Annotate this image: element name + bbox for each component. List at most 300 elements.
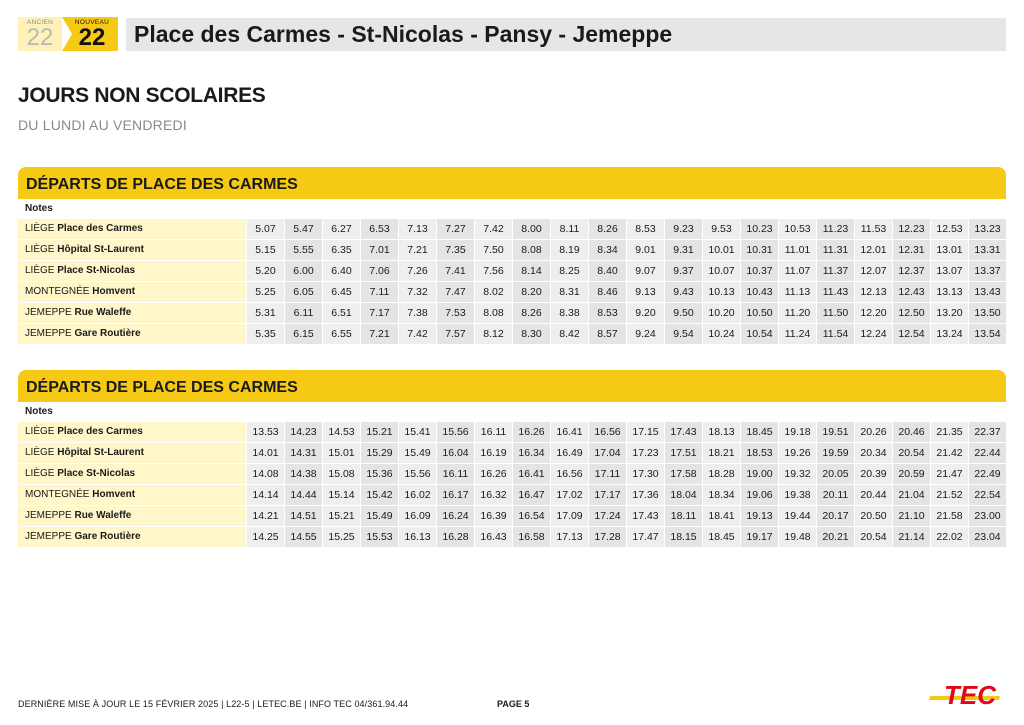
departure-time-cell: 11.01 bbox=[778, 240, 816, 261]
departure-time-cell: 11.43 bbox=[816, 282, 854, 303]
departure-time-cell: 14.08 bbox=[246, 464, 284, 485]
departure-time-cell: 15.08 bbox=[322, 464, 360, 485]
departure-time-cell: 17.13 bbox=[550, 527, 588, 548]
tec-logo bbox=[926, 677, 1008, 713]
departure-time-cell: 15.21 bbox=[322, 506, 360, 527]
departure-time-cell: 13.24 bbox=[930, 324, 968, 345]
departure-time-cell: 16.56 bbox=[550, 464, 588, 485]
departure-time-cell: 8.40 bbox=[588, 261, 626, 282]
departure-time-cell: 7.13 bbox=[398, 219, 436, 240]
stop-city: LIÈGE bbox=[25, 223, 55, 234]
departure-time-cell: 6.00 bbox=[284, 261, 322, 282]
departure-time-cell: 14.31 bbox=[284, 443, 322, 464]
stop-name-cell bbox=[18, 527, 246, 548]
stop-name-cell bbox=[18, 443, 246, 464]
stop-city: JEMEPPE bbox=[25, 510, 72, 521]
departure-time-cell: 11.24 bbox=[778, 324, 816, 345]
departure-time-cell: 13.13 bbox=[930, 282, 968, 303]
departure-time-cell: 12.37 bbox=[892, 261, 930, 282]
departure-time-cell: 22.44 bbox=[968, 443, 1006, 464]
table-row bbox=[18, 485, 1006, 506]
departure-time-cell: 12.23 bbox=[892, 219, 930, 240]
departure-time-cell: 19.06 bbox=[740, 485, 778, 506]
departure-time-cell: 10.20 bbox=[702, 303, 740, 324]
departure-time-cell: 19.59 bbox=[816, 443, 854, 464]
departure-time-cell: 18.53 bbox=[740, 443, 778, 464]
departure-time-cell: 15.49 bbox=[398, 443, 436, 464]
departure-time-cell: 19.26 bbox=[778, 443, 816, 464]
departure-time-cell: 8.31 bbox=[550, 282, 588, 303]
departure-time-cell: 20.21 bbox=[816, 527, 854, 548]
departure-time-cell: 19.32 bbox=[778, 464, 816, 485]
old-line-label: ANCIEN bbox=[26, 19, 54, 26]
departure-time-cell: 7.57 bbox=[436, 324, 474, 345]
departure-time-cell: 17.24 bbox=[588, 506, 626, 527]
departure-time-cell: 10.53 bbox=[778, 219, 816, 240]
departure-time-cell: 12.24 bbox=[854, 324, 892, 345]
departure-time-cell: 17.23 bbox=[626, 443, 664, 464]
departure-time-cell: 7.06 bbox=[360, 261, 398, 282]
new-line-label: NOUVEAU bbox=[74, 19, 110, 26]
table-row bbox=[18, 464, 1006, 485]
departure-time-cell: 8.20 bbox=[512, 282, 550, 303]
departure-time-cell: 15.56 bbox=[398, 464, 436, 485]
departure-time-cell: 8.26 bbox=[588, 219, 626, 240]
departure-time-cell: 10.50 bbox=[740, 303, 778, 324]
departure-time-cell: 10.43 bbox=[740, 282, 778, 303]
stop-name-cell bbox=[18, 506, 246, 527]
departure-time-cell: 8.08 bbox=[474, 303, 512, 324]
departure-time-cell: 14.51 bbox=[284, 506, 322, 527]
stop-name-cell bbox=[18, 485, 246, 506]
departure-time-cell: 10.37 bbox=[740, 261, 778, 282]
departure-time-cell: 12.53 bbox=[930, 219, 968, 240]
departure-time-cell: 10.07 bbox=[702, 261, 740, 282]
stop-name: Place des Carmes bbox=[57, 426, 143, 437]
departure-time-cell: 16.28 bbox=[436, 527, 474, 548]
departure-time-cell: 12.54 bbox=[892, 324, 930, 345]
departure-time-cell: 9.37 bbox=[664, 261, 702, 282]
departure-time-cell: 16.39 bbox=[474, 506, 512, 527]
departure-time-cell: 8.25 bbox=[550, 261, 588, 282]
departure-time-cell: 7.26 bbox=[398, 261, 436, 282]
stop-name: Hôpital St-Laurent bbox=[57, 244, 144, 255]
section-subheading: DU LUNDI AU VENDREDI bbox=[18, 117, 187, 133]
departure-time-cell: 19.13 bbox=[740, 506, 778, 527]
departure-time-cell: 9.07 bbox=[626, 261, 664, 282]
departure-time-cell: 15.01 bbox=[322, 443, 360, 464]
departure-time-cell: 16.56 bbox=[588, 422, 626, 443]
departure-time-cell: 12.50 bbox=[892, 303, 930, 324]
departure-time-cell: 14.21 bbox=[246, 506, 284, 527]
departure-time-cell: 16.43 bbox=[474, 527, 512, 548]
departure-time-cell: 17.43 bbox=[664, 422, 702, 443]
stop-name: Gare Routière bbox=[74, 328, 141, 339]
departure-time-cell: 7.32 bbox=[398, 282, 436, 303]
departure-time-cell: 17.43 bbox=[626, 506, 664, 527]
stop-city: LIÈGE bbox=[25, 447, 55, 458]
departure-time-cell: 8.14 bbox=[512, 261, 550, 282]
departure-time-cell: 5.07 bbox=[246, 219, 284, 240]
new-line-number: 22 bbox=[78, 24, 106, 51]
stop-name: Rue Waleffe bbox=[74, 510, 132, 521]
departure-time-cell: 5.31 bbox=[246, 303, 284, 324]
stop-name: Place St-Nicolas bbox=[57, 468, 136, 479]
departure-time-cell: 7.53 bbox=[436, 303, 474, 324]
departure-time-cell: 17.15 bbox=[626, 422, 664, 443]
stop-name-cell bbox=[18, 422, 246, 443]
departure-time-cell: 9.13 bbox=[626, 282, 664, 303]
notes-label: Notes bbox=[25, 406, 53, 417]
departure-time-cell: 16.49 bbox=[550, 443, 588, 464]
stop-name-cell bbox=[18, 464, 246, 485]
table-row bbox=[18, 303, 1006, 324]
timetable-title: DÉPARTS DE PLACE DES CARMES bbox=[18, 370, 1006, 402]
departure-time-cell: 15.42 bbox=[360, 485, 398, 506]
departure-time-cell: 20.34 bbox=[854, 443, 892, 464]
departure-time-cell: 17.09 bbox=[550, 506, 588, 527]
departure-time-cell: 8.30 bbox=[512, 324, 550, 345]
departure-time-cell: 20.54 bbox=[854, 527, 892, 548]
departure-time-cell: 21.14 bbox=[892, 527, 930, 548]
departure-time-cell: 10.01 bbox=[702, 240, 740, 261]
departure-time-cell: 13.23 bbox=[968, 219, 1006, 240]
departure-time-cell: 14.23 bbox=[284, 422, 322, 443]
departure-time-cell: 18.34 bbox=[702, 485, 740, 506]
departure-time-cell: 22.37 bbox=[968, 422, 1006, 443]
old-line-number: 22 bbox=[26, 24, 54, 51]
departure-time-cell: 8.00 bbox=[512, 219, 550, 240]
departure-time-cell: 12.13 bbox=[854, 282, 892, 303]
departure-time-cell: 15.21 bbox=[360, 422, 398, 443]
departure-time-cell: 6.15 bbox=[284, 324, 322, 345]
departure-time-cell: 16.47 bbox=[512, 485, 550, 506]
stop-city: LIÈGE bbox=[25, 265, 55, 276]
departure-time-cell: 16.34 bbox=[512, 443, 550, 464]
departure-time-cell: 14.44 bbox=[284, 485, 322, 506]
departure-time-cell: 15.36 bbox=[360, 464, 398, 485]
stop-name-cell bbox=[18, 240, 246, 261]
departure-time-cell: 11.50 bbox=[816, 303, 854, 324]
departure-time-cell: 21.52 bbox=[930, 485, 968, 506]
departure-time-cell: 19.51 bbox=[816, 422, 854, 443]
stop-name-cell bbox=[18, 282, 246, 303]
departure-time-cell: 9.23 bbox=[664, 219, 702, 240]
stop-city: MONTEGNÉE bbox=[25, 286, 90, 297]
departure-time-cell: 11.20 bbox=[778, 303, 816, 324]
stop-city: JEMEPPE bbox=[25, 307, 72, 318]
timetable-1 bbox=[18, 167, 1006, 345]
departure-time-cell: 20.54 bbox=[892, 443, 930, 464]
departure-time-cell: 15.56 bbox=[436, 422, 474, 443]
departure-time-cell: 18.11 bbox=[664, 506, 702, 527]
departure-time-cell: 16.58 bbox=[512, 527, 550, 548]
table-row bbox=[18, 324, 1006, 345]
stop-name: Gare Routière bbox=[74, 531, 141, 542]
departure-time-cell: 11.53 bbox=[854, 219, 892, 240]
departure-time-cell: 17.04 bbox=[588, 443, 626, 464]
departure-time-cell: 7.01 bbox=[360, 240, 398, 261]
departure-time-cell: 8.53 bbox=[588, 303, 626, 324]
table-row bbox=[18, 443, 1006, 464]
departure-time-cell: 15.53 bbox=[360, 527, 398, 548]
departure-time-cell: 7.35 bbox=[436, 240, 474, 261]
departure-time-cell: 6.40 bbox=[322, 261, 360, 282]
departure-time-cell: 18.41 bbox=[702, 506, 740, 527]
stop-name-cell bbox=[18, 303, 246, 324]
departure-time-cell: 8.57 bbox=[588, 324, 626, 345]
departure-time-cell: 8.11 bbox=[550, 219, 588, 240]
departure-time-cell: 9.54 bbox=[664, 324, 702, 345]
departure-time-cell: 16.11 bbox=[474, 422, 512, 443]
departure-time-cell: 23.04 bbox=[968, 527, 1006, 548]
stop-city: LIÈGE bbox=[25, 426, 55, 437]
departure-time-cell: 7.56 bbox=[474, 261, 512, 282]
departure-time-cell: 23.00 bbox=[968, 506, 1006, 527]
departure-time-cell: 20.05 bbox=[816, 464, 854, 485]
departure-time-cell: 16.41 bbox=[512, 464, 550, 485]
departure-time-cell: 13.31 bbox=[968, 240, 1006, 261]
departure-time-cell: 17.30 bbox=[626, 464, 664, 485]
departure-time-cell: 5.47 bbox=[284, 219, 322, 240]
departure-time-cell: 9.24 bbox=[626, 324, 664, 345]
departure-time-cell: 7.11 bbox=[360, 282, 398, 303]
departure-time-cell: 17.02 bbox=[550, 485, 588, 506]
table-row bbox=[18, 261, 1006, 282]
stop-name: Place St-Nicolas bbox=[57, 265, 136, 276]
departure-time-cell: 21.35 bbox=[930, 422, 968, 443]
departure-time-cell: 20.50 bbox=[854, 506, 892, 527]
departure-time-cell: 6.55 bbox=[322, 324, 360, 345]
departure-time-cell: 6.45 bbox=[322, 282, 360, 303]
departure-time-cell: 13.53 bbox=[246, 422, 284, 443]
departure-time-cell: 6.11 bbox=[284, 303, 322, 324]
departure-time-cell: 6.27 bbox=[322, 219, 360, 240]
logo-text: TEC bbox=[944, 680, 996, 710]
departure-time-cell: 6.35 bbox=[322, 240, 360, 261]
departure-time-cell: 7.27 bbox=[436, 219, 474, 240]
departure-time-cell: 14.01 bbox=[246, 443, 284, 464]
departure-time-cell: 7.21 bbox=[360, 324, 398, 345]
departure-time-cell: 12.07 bbox=[854, 261, 892, 282]
departure-time-cell: 11.37 bbox=[816, 261, 854, 282]
departure-time-cell: 10.31 bbox=[740, 240, 778, 261]
departure-time-cell: 15.25 bbox=[322, 527, 360, 548]
departure-time-cell: 10.54 bbox=[740, 324, 778, 345]
departure-time-cell: 8.53 bbox=[626, 219, 664, 240]
departure-time-cell: 16.19 bbox=[474, 443, 512, 464]
stop-city: JEMEPPE bbox=[25, 531, 72, 542]
departure-time-cell: 8.12 bbox=[474, 324, 512, 345]
departure-time-cell: 11.13 bbox=[778, 282, 816, 303]
table-row bbox=[18, 506, 1006, 527]
departure-time-cell: 12.20 bbox=[854, 303, 892, 324]
departure-time-cell: 16.26 bbox=[512, 422, 550, 443]
departure-time-cell: 17.17 bbox=[588, 485, 626, 506]
departure-time-cell: 7.41 bbox=[436, 261, 474, 282]
departure-time-cell: 10.23 bbox=[740, 219, 778, 240]
departure-time-cell: 7.21 bbox=[398, 240, 436, 261]
stop-city: LIÈGE bbox=[25, 244, 55, 255]
departure-time-cell: 17.11 bbox=[588, 464, 626, 485]
departure-time-cell: 15.29 bbox=[360, 443, 398, 464]
departure-time-cell: 8.19 bbox=[550, 240, 588, 261]
departure-time-cell: 10.13 bbox=[702, 282, 740, 303]
timetable-title: DÉPARTS DE PLACE DES CARMES bbox=[18, 167, 1006, 199]
stop-name: Place des Carmes bbox=[57, 223, 143, 234]
departure-time-cell: 16.54 bbox=[512, 506, 550, 527]
departure-time-cell: 18.28 bbox=[702, 464, 740, 485]
departure-time-cell: 7.38 bbox=[398, 303, 436, 324]
departure-time-cell: 19.18 bbox=[778, 422, 816, 443]
departure-time-cell: 22.02 bbox=[930, 527, 968, 548]
departure-time-cell: 9.50 bbox=[664, 303, 702, 324]
departure-time-cell: 16.26 bbox=[474, 464, 512, 485]
notes-label: Notes bbox=[25, 203, 53, 214]
departure-time-cell: 14.38 bbox=[284, 464, 322, 485]
departure-time-cell: 17.58 bbox=[664, 464, 702, 485]
departure-time-cell: 18.45 bbox=[740, 422, 778, 443]
stop-city: JEMEPPE bbox=[25, 328, 72, 339]
departure-time-cell: 7.42 bbox=[474, 219, 512, 240]
departure-time-cell: 20.44 bbox=[854, 485, 892, 506]
departure-time-cell: 12.01 bbox=[854, 240, 892, 261]
table-row bbox=[18, 282, 1006, 303]
departure-time-cell: 8.26 bbox=[512, 303, 550, 324]
departure-time-cell: 13.20 bbox=[930, 303, 968, 324]
departure-time-cell: 8.02 bbox=[474, 282, 512, 303]
departure-time-cell: 16.41 bbox=[550, 422, 588, 443]
departure-time-cell: 16.32 bbox=[474, 485, 512, 506]
departure-time-cell: 18.04 bbox=[664, 485, 702, 506]
table-row bbox=[18, 422, 1006, 443]
departure-time-cell: 17.28 bbox=[588, 527, 626, 548]
departure-time-cell: 14.25 bbox=[246, 527, 284, 548]
departure-time-cell: 20.11 bbox=[816, 485, 854, 506]
departure-time-cell: 14.55 bbox=[284, 527, 322, 548]
departure-time-cell: 18.15 bbox=[664, 527, 702, 548]
departure-time-cell: 17.47 bbox=[626, 527, 664, 548]
departure-time-cell: 16.11 bbox=[436, 464, 474, 485]
departure-time-cell: 6.05 bbox=[284, 282, 322, 303]
departure-time-cell: 20.17 bbox=[816, 506, 854, 527]
departure-time-cell: 5.15 bbox=[246, 240, 284, 261]
departure-time-cell: 15.49 bbox=[360, 506, 398, 527]
departure-time-cell: 19.44 bbox=[778, 506, 816, 527]
section-heading: JOURS NON SCOLAIRES bbox=[18, 84, 266, 107]
stop-name: Hôpital St-Laurent bbox=[57, 447, 144, 458]
departure-time-cell: 22.54 bbox=[968, 485, 1006, 506]
stop-name-cell bbox=[18, 324, 246, 345]
departure-time-cell: 6.53 bbox=[360, 219, 398, 240]
stop-name: Rue Waleffe bbox=[74, 307, 132, 318]
departure-time-cell: 11.23 bbox=[816, 219, 854, 240]
departure-time-cell: 13.07 bbox=[930, 261, 968, 282]
footer-info: DERNIÈRE MISE À JOUR LE 15 FÉVRIER 2025 | L22-5 | LETEC.BE | INFO TEC 04/361.94.44 bbox=[18, 699, 409, 709]
departure-time-cell: 13.37 bbox=[968, 261, 1006, 282]
departure-time-cell: 21.04 bbox=[892, 485, 930, 506]
departure-time-cell: 22.49 bbox=[968, 464, 1006, 485]
departure-time-cell: 8.34 bbox=[588, 240, 626, 261]
stop-city: MONTEGNÉE bbox=[25, 489, 90, 500]
departure-time-cell: 20.39 bbox=[854, 464, 892, 485]
departure-time-cell: 9.43 bbox=[664, 282, 702, 303]
departure-time-cell: 9.31 bbox=[664, 240, 702, 261]
departure-time-cell: 20.26 bbox=[854, 422, 892, 443]
departure-time-cell: 14.53 bbox=[322, 422, 360, 443]
departure-time-cell: 20.59 bbox=[892, 464, 930, 485]
stop-name-cell bbox=[18, 261, 246, 282]
departure-time-cell: 15.41 bbox=[398, 422, 436, 443]
departure-time-cell: 5.55 bbox=[284, 240, 322, 261]
departure-time-cell: 19.48 bbox=[778, 527, 816, 548]
departure-time-cell: 14.14 bbox=[246, 485, 284, 506]
departure-time-cell: 12.31 bbox=[892, 240, 930, 261]
departure-time-cell: 11.31 bbox=[816, 240, 854, 261]
departure-time-cell: 18.21 bbox=[702, 443, 740, 464]
departure-time-cell: 9.53 bbox=[702, 219, 740, 240]
departure-time-cell: 9.01 bbox=[626, 240, 664, 261]
departure-time-cell: 16.04 bbox=[436, 443, 474, 464]
stop-city: LIÈGE bbox=[25, 468, 55, 479]
departure-time-cell: 18.45 bbox=[702, 527, 740, 548]
departure-time-cell: 16.09 bbox=[398, 506, 436, 527]
departure-time-cell: 7.47 bbox=[436, 282, 474, 303]
departure-time-cell: 16.17 bbox=[436, 485, 474, 506]
departure-time-cell: 11.07 bbox=[778, 261, 816, 282]
departure-time-cell: 16.24 bbox=[436, 506, 474, 527]
departure-time-cell: 13.54 bbox=[968, 324, 1006, 345]
departure-time-cell: 21.42 bbox=[930, 443, 968, 464]
departure-time-cell: 16.02 bbox=[398, 485, 436, 506]
departure-time-cell: 5.20 bbox=[246, 261, 284, 282]
departure-time-cell: 15.14 bbox=[322, 485, 360, 506]
departure-time-cell: 11.54 bbox=[816, 324, 854, 345]
departure-time-cell: 21.47 bbox=[930, 464, 968, 485]
departure-time-cell: 5.25 bbox=[246, 282, 284, 303]
page-number: PAGE 5 bbox=[497, 699, 530, 709]
table-row bbox=[18, 527, 1006, 548]
departure-time-cell: 18.13 bbox=[702, 422, 740, 443]
departure-time-cell: 19.00 bbox=[740, 464, 778, 485]
stop-name-cell bbox=[18, 219, 246, 240]
departure-time-cell: 8.08 bbox=[512, 240, 550, 261]
departure-time-cell: 12.43 bbox=[892, 282, 930, 303]
departure-time-cell: 7.50 bbox=[474, 240, 512, 261]
timetable-2 bbox=[18, 370, 1006, 548]
departure-time-cell: 5.35 bbox=[246, 324, 284, 345]
table-row bbox=[18, 240, 1006, 261]
departure-time-cell: 13.01 bbox=[930, 240, 968, 261]
departure-time-cell: 8.38 bbox=[550, 303, 588, 324]
departure-time-cell: 7.42 bbox=[398, 324, 436, 345]
departure-time-cell: 7.17 bbox=[360, 303, 398, 324]
departure-time-cell: 8.42 bbox=[550, 324, 588, 345]
departure-time-cell: 8.46 bbox=[588, 282, 626, 303]
stop-name: Homvent bbox=[92, 489, 136, 500]
departure-time-cell: 21.58 bbox=[930, 506, 968, 527]
table-row bbox=[18, 219, 1006, 240]
departure-time-cell: 6.51 bbox=[322, 303, 360, 324]
departure-time-cell: 16.13 bbox=[398, 527, 436, 548]
departure-time-cell: 13.50 bbox=[968, 303, 1006, 324]
departure-time-cell: 21.10 bbox=[892, 506, 930, 527]
departure-time-cell: 9.20 bbox=[626, 303, 664, 324]
departure-time-cell: 13.43 bbox=[968, 282, 1006, 303]
departure-time-cell: 10.24 bbox=[702, 324, 740, 345]
departure-time-cell: 17.51 bbox=[664, 443, 702, 464]
departure-time-cell: 20.46 bbox=[892, 422, 930, 443]
